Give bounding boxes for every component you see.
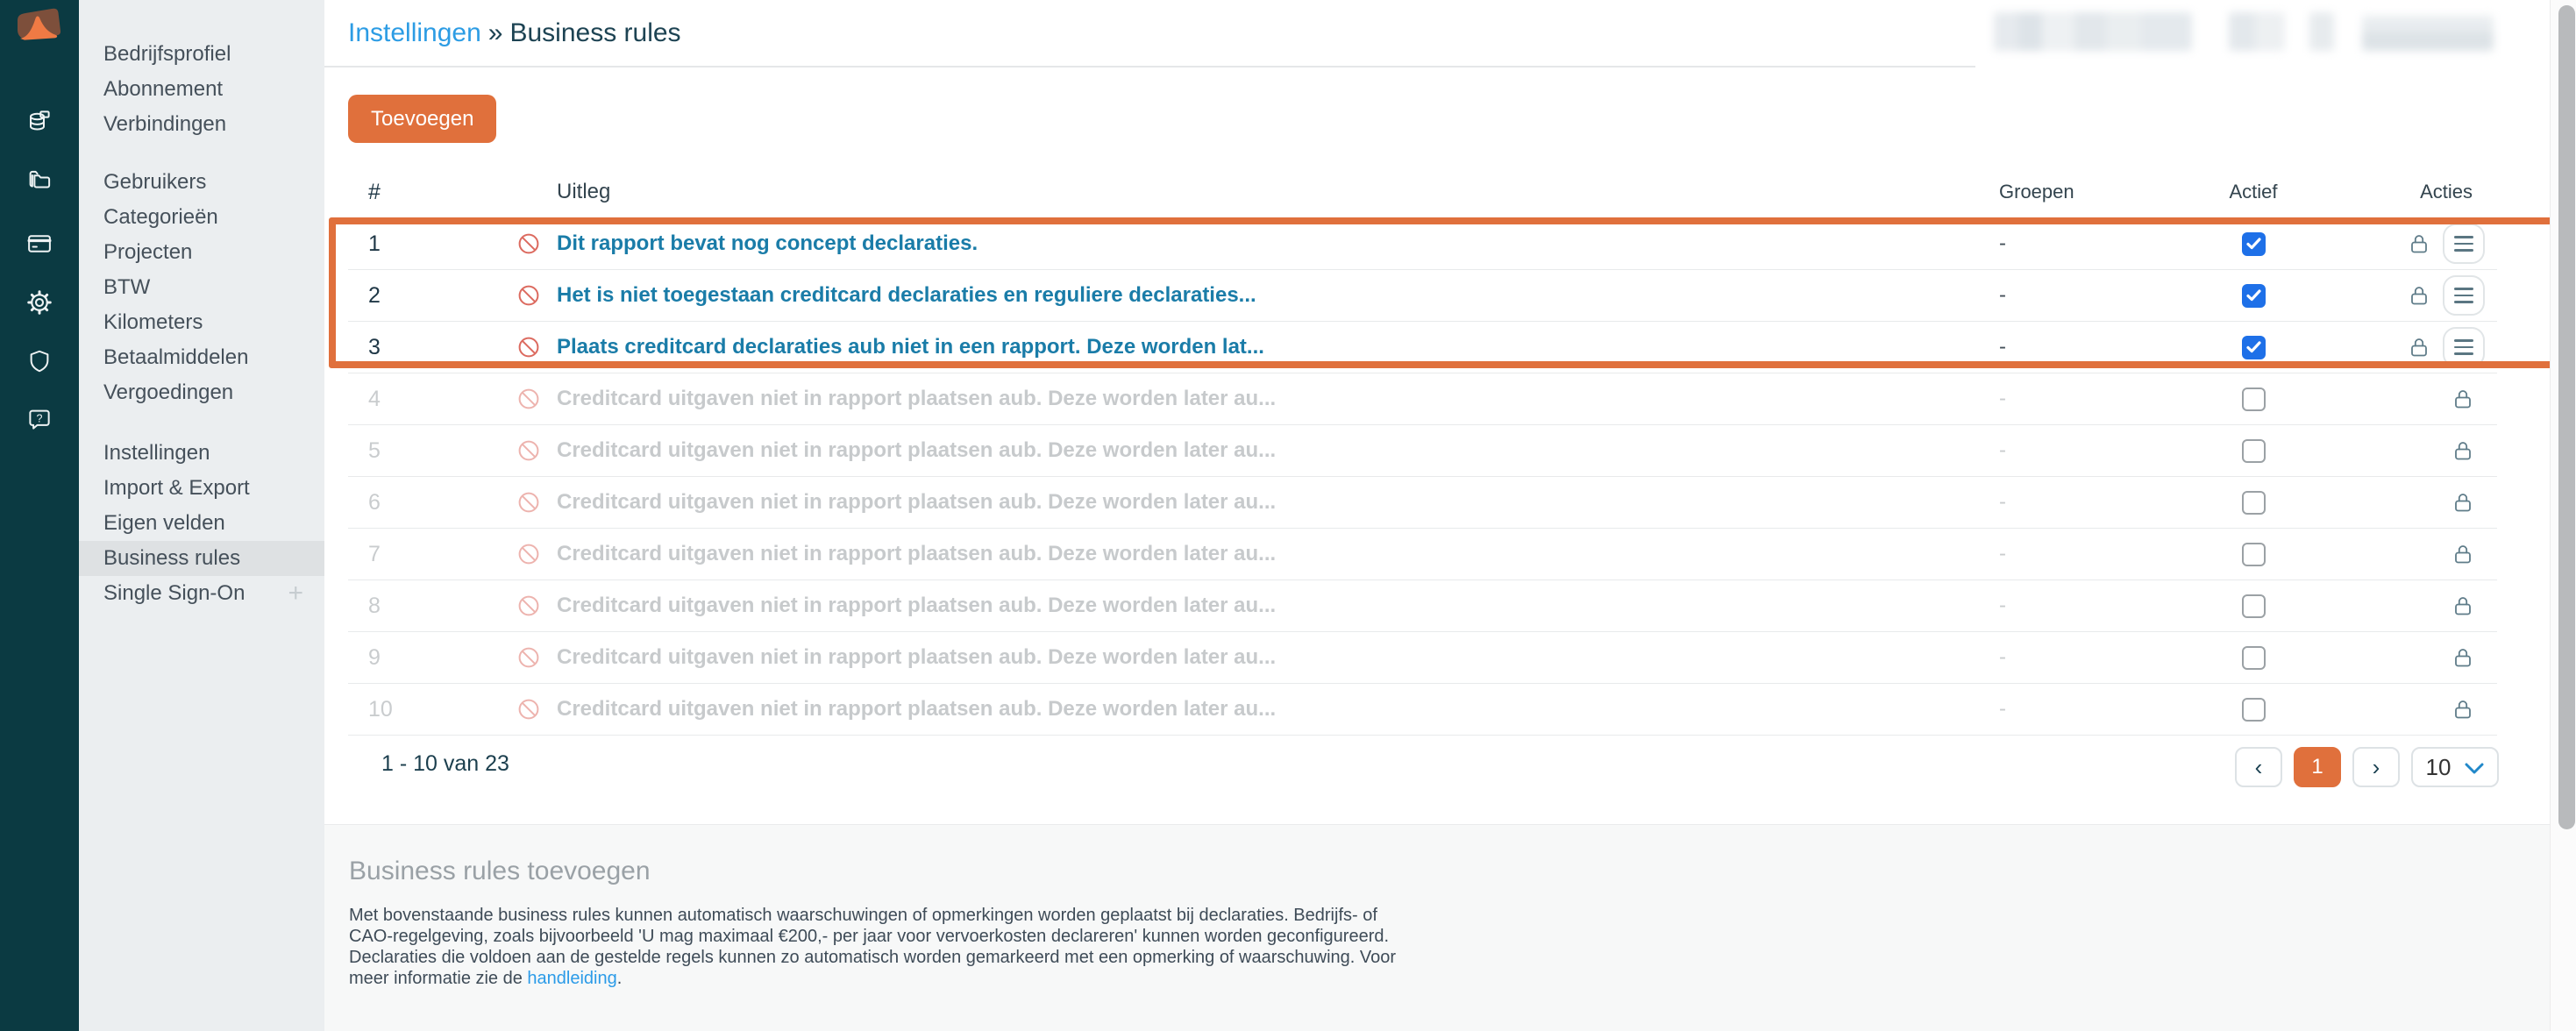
sidebar-item-label: Single Sign-On [103, 581, 246, 605]
active-checkbox[interactable] [2242, 594, 2266, 618]
active-checkbox[interactable] [2242, 698, 2266, 722]
lock-icon[interactable] [2408, 336, 2430, 359]
rule-groups: - [1999, 697, 2006, 721]
sidebar-item-import-export[interactable] [79, 471, 324, 506]
plus-icon: + [288, 579, 303, 608]
table-row [348, 529, 2497, 580]
sidebar-item-kilometers[interactable] [79, 305, 324, 340]
sidebar-item-label: Instellingen [103, 441, 210, 465]
sidebar-item-label: Betaalmiddelen [103, 345, 249, 369]
sidebar-item-vergoedingen[interactable] [79, 375, 324, 410]
active-checkbox[interactable] [2242, 284, 2266, 308]
rule-groups: - [1999, 594, 2006, 617]
check-icon [2246, 289, 2261, 302]
sidebar-item-label: Abonnement [103, 77, 224, 101]
rule-number: 5 [368, 437, 381, 463]
row-menu-button[interactable] [2443, 224, 2485, 264]
page-scrollbar[interactable] [2550, 0, 2576, 1031]
rule-description-link[interactable]: Creditcard uitgaven niet in rapport plaatsen aub. Deze worden later au... [557, 697, 1277, 721]
sidebar-item-abonnement[interactable] [79, 72, 324, 107]
info-text: Met bovenstaande business rules kunnen automatisch waarschuwingen of opmerkingen worden geplaatst bij declaraties. Bedrijfs- of CAO-regelgeving, zoals bijvoorbeeld 'U mag maximaal €200,- per jaar voor vervoerkosten declareren' kunnen worden geconfigureerd. Declaraties die voldoen aan de gestelde regels kunnen zo automatisch worden gemarkeerd met een opmerking of waarschuwing. Voor meer informatie zie de [349, 906, 1397, 988]
credit-card-icon[interactable] [26, 231, 53, 257]
lock-icon[interactable] [2451, 388, 2474, 410]
active-checkbox[interactable] [2242, 388, 2266, 411]
sidebar-item-label: Bedrijfsprofiel [103, 42, 231, 66]
sidebar-item-label: BTW [103, 275, 151, 299]
info-title: Business rules toevoegen [349, 857, 651, 885]
rule-number: 10 [368, 696, 393, 722]
column-header-groepen: Groepen [1999, 181, 2074, 203]
rule-number: 9 [368, 644, 381, 670]
svg-text:?: ? [36, 412, 43, 425]
breadcrumb [348, 18, 681, 48]
redacted-header-block [1994, 12, 2192, 51]
add-business-rule-button[interactable]: Toevoegen [348, 95, 496, 143]
folders-icon[interactable] [26, 167, 53, 193]
table-row [348, 684, 2497, 736]
rule-groups: - [1999, 231, 2006, 255]
chevron-down-icon [2465, 763, 2484, 775]
ban-icon [517, 232, 540, 255]
settings-sidebar [79, 0, 324, 1031]
next-page-button[interactable]: › [2352, 747, 2400, 787]
table-row [348, 270, 2497, 322]
rule-number: 2 [368, 282, 381, 308]
pagination [2235, 747, 2499, 787]
sidebar-item-bedrijfsprofiel[interactable] [79, 37, 324, 72]
sidebar-item-label: Kilometers [103, 310, 203, 334]
rule-description-link[interactable]: Creditcard uitgaven niet in rapport plaatsen aub. Deze worden later au... [557, 387, 1277, 410]
sidebar-item-label: Vergoedingen [103, 380, 234, 404]
rule-number: 3 [368, 334, 381, 359]
sidebar-item-btw[interactable] [79, 270, 324, 305]
ban-icon [517, 646, 540, 669]
active-checkbox[interactable] [2242, 646, 2266, 670]
rule-groups: - [1999, 645, 2006, 669]
ban-icon [517, 439, 540, 462]
column-header-acties: Acties [2420, 181, 2473, 203]
sidebar-item-label: Business rules [103, 546, 241, 570]
header-divider [324, 66, 1975, 68]
lock-icon[interactable] [2451, 698, 2474, 721]
rule-description-link[interactable]: Creditcard uitgaven niet in rapport plaatsen aub. Deze worden later au... [557, 490, 1277, 514]
check-icon [2246, 341, 2261, 353]
table-row [348, 322, 2497, 373]
rule-description-link[interactable]: Het is niet toegestaan creditcard declaraties en reguliere declaraties... [557, 283, 1256, 307]
active-checkbox[interactable] [2242, 491, 2266, 515]
rule-number: 7 [368, 541, 381, 566]
sidebar-item-betaalmiddelen[interactable] [79, 340, 324, 375]
rule-number: 1 [368, 231, 381, 256]
redacted-header-block [2309, 12, 2334, 51]
main-content [324, 0, 2576, 1031]
sidebar-item-label: Projecten [103, 240, 193, 264]
rule-groups: - [1999, 387, 2006, 410]
redacted-header-block [2229, 12, 2285, 51]
rule-groups: - [1999, 542, 2006, 565]
rule-number: 6 [368, 489, 381, 515]
ban-icon [517, 284, 540, 307]
sidebar-item-label: Eigen velden [103, 511, 225, 535]
sidebar-item-gebruikers[interactable] [79, 165, 324, 200]
table-row [348, 425, 2497, 477]
page-header [324, 0, 2576, 68]
ban-icon [517, 543, 540, 565]
info-period: . [616, 969, 623, 988]
page-size-select[interactable] [2411, 747, 2499, 787]
rule-description-link[interactable]: Plaats creditcard declaraties aub niet in een rapport. Deze worden lat... [557, 335, 1264, 359]
redacted-header-block [2362, 16, 2494, 51]
sidebar-item-business-rules[interactable] [79, 541, 324, 576]
info-paragraph [349, 905, 1410, 989]
row-menu-button[interactable] [2443, 275, 2485, 316]
table-row [348, 477, 2497, 529]
active-checkbox[interactable] [2242, 232, 2266, 256]
current-page-button[interactable]: 1 [2294, 747, 2341, 787]
sidebar-item-instellingen[interactable] [79, 436, 324, 471]
ban-icon [517, 388, 540, 410]
rule-number: 4 [368, 386, 381, 411]
active-checkbox[interactable] [2242, 439, 2266, 463]
active-checkbox[interactable] [2242, 543, 2266, 566]
rule-groups: - [1999, 283, 2006, 307]
ban-icon [517, 594, 540, 617]
breadcrumb-parent-link[interactable]: Instellingen [348, 18, 481, 47]
help-icon[interactable] [26, 406, 53, 432]
column-header-number: # [368, 179, 381, 204]
rule-description-link[interactable]: Creditcard uitgaven niet in rapport plaatsen aub. Deze worden later au... [557, 594, 1277, 617]
ban-icon [517, 491, 540, 514]
lock-icon[interactable] [2451, 491, 2474, 514]
page-title: Business rules [509, 18, 681, 47]
rule-description-link[interactable]: Creditcard uitgaven niet in rapport plaatsen aub. Deze worden later au... [557, 438, 1277, 462]
rule-groups: - [1999, 490, 2006, 514]
gear-icon[interactable] [26, 289, 53, 316]
column-header-actief: Actief [2229, 181, 2278, 203]
scrollbar-thumb[interactable] [2558, 5, 2575, 829]
page-size-value: 10 [2425, 753, 2451, 780]
sidebar-item-label: Categorieën [103, 205, 218, 229]
row-menu-button[interactable] [2443, 327, 2485, 367]
coins-icon[interactable] [26, 108, 53, 134]
sidebar-item-label: Gebruikers [103, 170, 207, 194]
rule-groups: - [1999, 335, 2006, 359]
lock-icon[interactable] [2451, 439, 2474, 462]
rule-description-link[interactable]: Dit rapport bevat nog concept declaraties. [557, 231, 978, 255]
sidebar-item-single-sign-on[interactable] [79, 576, 324, 611]
lock-icon[interactable] [2451, 594, 2474, 617]
ban-icon [517, 698, 540, 721]
rule-number: 8 [368, 593, 381, 618]
sidebar-item-label: Import & Export [103, 476, 250, 500]
check-icon [2246, 238, 2261, 250]
lock-icon[interactable] [2408, 232, 2430, 255]
pagination-range-label: 1 - 10 van 23 [381, 751, 509, 776]
breadcrumb-separator: » [487, 18, 503, 47]
lock-icon[interactable] [2408, 284, 2430, 307]
sidebar-item-verbindingen[interactable] [79, 107, 324, 142]
rule-description-link[interactable]: Creditcard uitgaven niet in rapport plaatsen aub. Deze worden later au... [557, 542, 1277, 565]
table-row [348, 580, 2497, 632]
column-header-uitleg: Uitleg [557, 180, 611, 203]
sidebar-item-categorie-n[interactable] [79, 200, 324, 235]
ban-icon [517, 336, 540, 359]
table-row [348, 373, 2497, 425]
info-section [324, 824, 2576, 1031]
table-header-row [348, 167, 2497, 218]
app-logo [11, 5, 68, 49]
table-row [348, 218, 2497, 270]
icon-rail [0, 0, 79, 1031]
business-rules-table [348, 167, 2497, 736]
handleiding-link[interactable]: handleiding [527, 969, 617, 988]
table-row [348, 632, 2497, 684]
sidebar-item-projecten[interactable] [79, 235, 324, 270]
lock-icon[interactable] [2451, 646, 2474, 669]
rule-description-link[interactable]: Creditcard uitgaven niet in rapport plaatsen aub. Deze worden later au... [557, 645, 1277, 669]
previous-page-button[interactable]: ‹ [2235, 747, 2282, 787]
rule-groups: - [1999, 438, 2006, 462]
sidebar-item-label: Verbindingen [103, 112, 227, 136]
active-checkbox[interactable] [2242, 336, 2266, 359]
sidebar-item-eigen-velden[interactable] [79, 506, 324, 541]
lock-icon[interactable] [2451, 543, 2474, 565]
shield-icon[interactable] [26, 348, 53, 374]
